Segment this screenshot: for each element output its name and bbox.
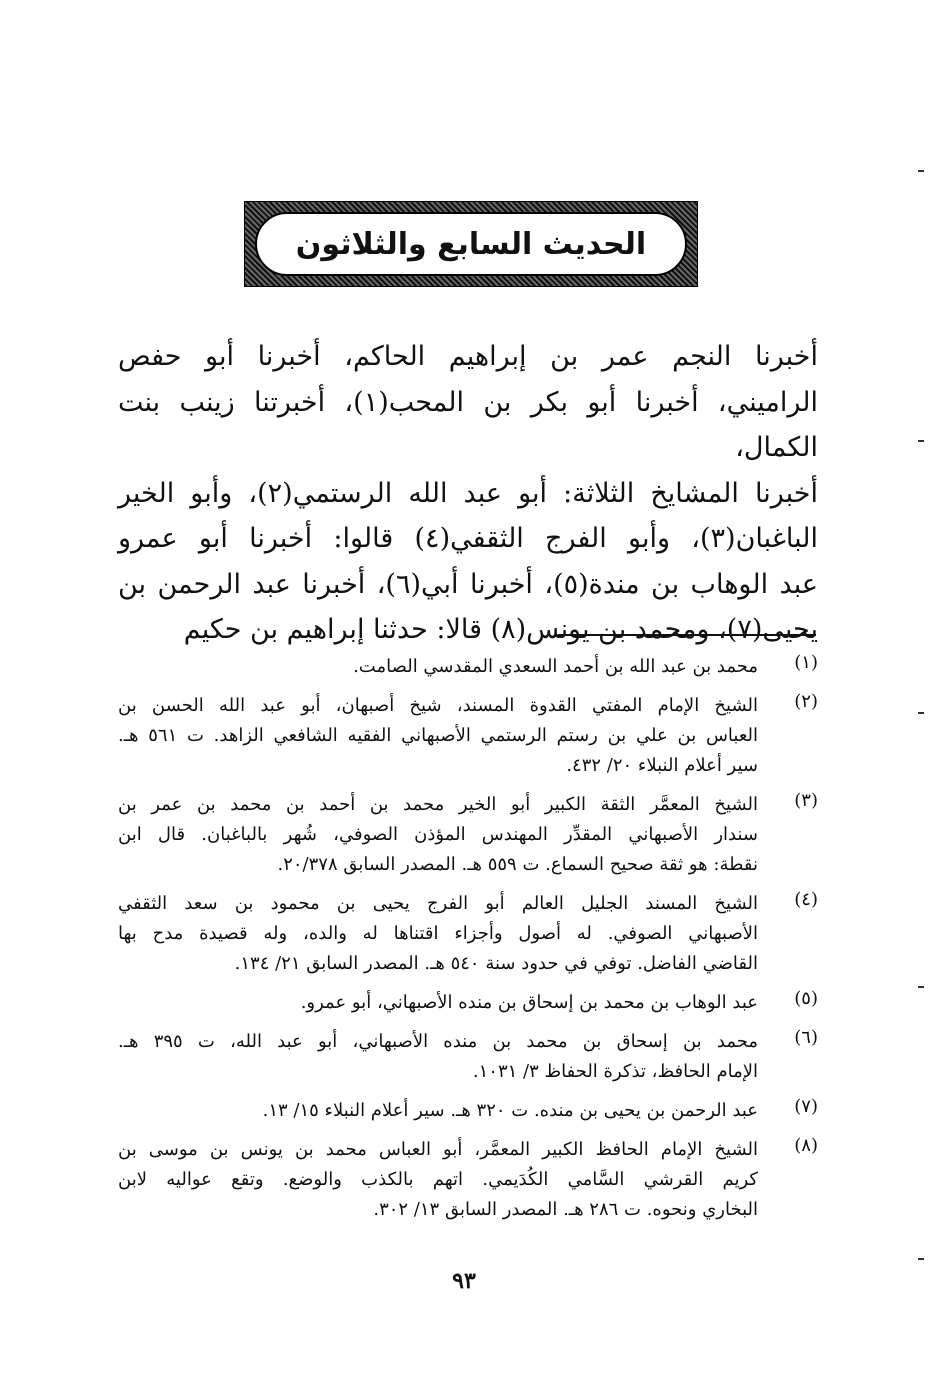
hadith-text (118, 334, 818, 653)
footnote-line: سندار الأصبهاني المقدِّر المهندس المؤذن الصوفي، شُهر بالباغبان. قال ابن (118, 824, 758, 845)
title-frame (244, 201, 698, 287)
footnote-line: محمد بن إسحاق بن محمد بن منده الأصبهاني، أبو عبد الله، ت ٣٩٥ هـ. (118, 1031, 758, 1052)
footnote-line: العباس بن علي بن رستم الرستمي الأصبهاني الفقيه الشافعي الزاهد. ت ٥٦١ هـ. (118, 725, 758, 746)
footnote-line: البخاري ونحوه. ت ٢٨٦ هـ. المصدر السابق ١٣/ ٣٠٢. (373, 1199, 758, 1220)
footnote-number: (٦) (794, 1027, 818, 1048)
margin-mark (918, 440, 924, 442)
body-line: الراميني، أخبرنا أبو بكر بن المحب(١)، أخبرتنا زينب بنت الكمال، (118, 386, 818, 463)
footnote (118, 889, 818, 979)
footnote (118, 1135, 818, 1225)
page-number: ٩٣ (452, 1268, 476, 1294)
footnote-line: كريم القرشي السَّامي الكُدَيمي. اتهم بالكذب والوضع. وتقع عواليه لابن (118, 1169, 758, 1190)
footnote (118, 652, 818, 682)
footnote-line: عبد الوهاب بن محمد بن إسحاق بن منده الأصبهاني، أبو عمرو. (300, 992, 758, 1013)
footnote-number: (٧) (794, 1096, 818, 1117)
footnote-line: القاضي الفاضل. توفي في حدود سنة ٥٤٠ هـ. المصدر السابق ٢١/ ١٣٤. (234, 953, 758, 974)
footnote-line: الشيخ المعمَّر الثقة الكبير أبو الخير محمد بن أحمد بن محمد بن عمر بن (118, 794, 758, 815)
body-line: يحيى(٧)، ومحمد بن يونس(٨) قالا: حدثنا إبراهيم بن حكيم (183, 614, 818, 645)
margin-mark (918, 170, 924, 172)
footnote-line: الإمام الحافظ، تذكرة الحفاظ ٣/ ١٠٣١. (472, 1061, 758, 1082)
footnote-line: محمد بن عبد الله بن أحمد السعدي المقدسي الصامت. (353, 656, 758, 677)
footnote-number: (٤) (794, 889, 818, 910)
margin-mark (918, 1258, 924, 1260)
footnote-number: (٨) (794, 1135, 818, 1156)
body-line: الباغبان(٣)، وأبو الفرج الثقفي(٤) قالوا: أخبرنا أبو عمرو (118, 523, 818, 554)
footnote (118, 988, 818, 1018)
footnote-number: (٥) (794, 988, 818, 1009)
footnote-line: الشيخ المسند الجليل العالم أبو الفرج يحيى بن محمود بن سعد الثقفي (118, 893, 758, 914)
body-line: أخبرنا النجم عمر بن إبراهيم الحاكم، أخبرنا أبو حفص (118, 341, 818, 372)
footnote-line: الشيخ الإمام الحافظ الكبير المعمَّر، أبو العباس محمد بن يونس بن موسى بن (118, 1139, 758, 1160)
margin-mark (918, 986, 924, 988)
chapter-title: الحديث السابع والثلاثون (295, 226, 647, 262)
title-cartouche (255, 212, 687, 276)
footnote-number: (٣) (794, 790, 818, 811)
footnote-line: الشيخ الإمام المفتي القدوة المسند، شيخ أصبهان، أبو عبد الله الحسن بن (118, 695, 758, 716)
footnote-line: سير أعلام النبلاء ٢٠/ ٤٣٢. (566, 755, 758, 776)
footnote-line: عبد الرحمن بن يحيى بن منده. ت ٣٢٠ هـ. سير أعلام النبلاء ١٥/ ١٣. (262, 1100, 758, 1121)
footnote (118, 691, 818, 781)
body-line: أخبرنا المشايخ الثلاثة: أبو عبد الله الرستمي(٢)، وأبو الخير (118, 477, 818, 509)
footnote (118, 1096, 818, 1126)
footnote (118, 1027, 818, 1087)
footnotes (118, 652, 818, 1234)
body-line: عبد الوهاب بن مندة(٥)، أخبرنا أبي(٦)، أخبرنا عبد الرحمن بن (118, 568, 818, 600)
footnote-line: الأصبهاني الصوفي. له أصول وأجزاء اقتناها له والده، وله قصيدة مدح بها (118, 923, 758, 944)
margin-mark (918, 712, 924, 714)
footnote-number: (١) (794, 652, 818, 673)
footnote-separator (558, 634, 816, 636)
footnote-line: نقطة: هو ثقة صحيح السماع. ت ٥٥٩ هـ. المصدر السابق ٢٠/٣٧٨. (277, 854, 758, 875)
footnote-number: (٢) (794, 691, 818, 712)
footnote (118, 790, 818, 880)
